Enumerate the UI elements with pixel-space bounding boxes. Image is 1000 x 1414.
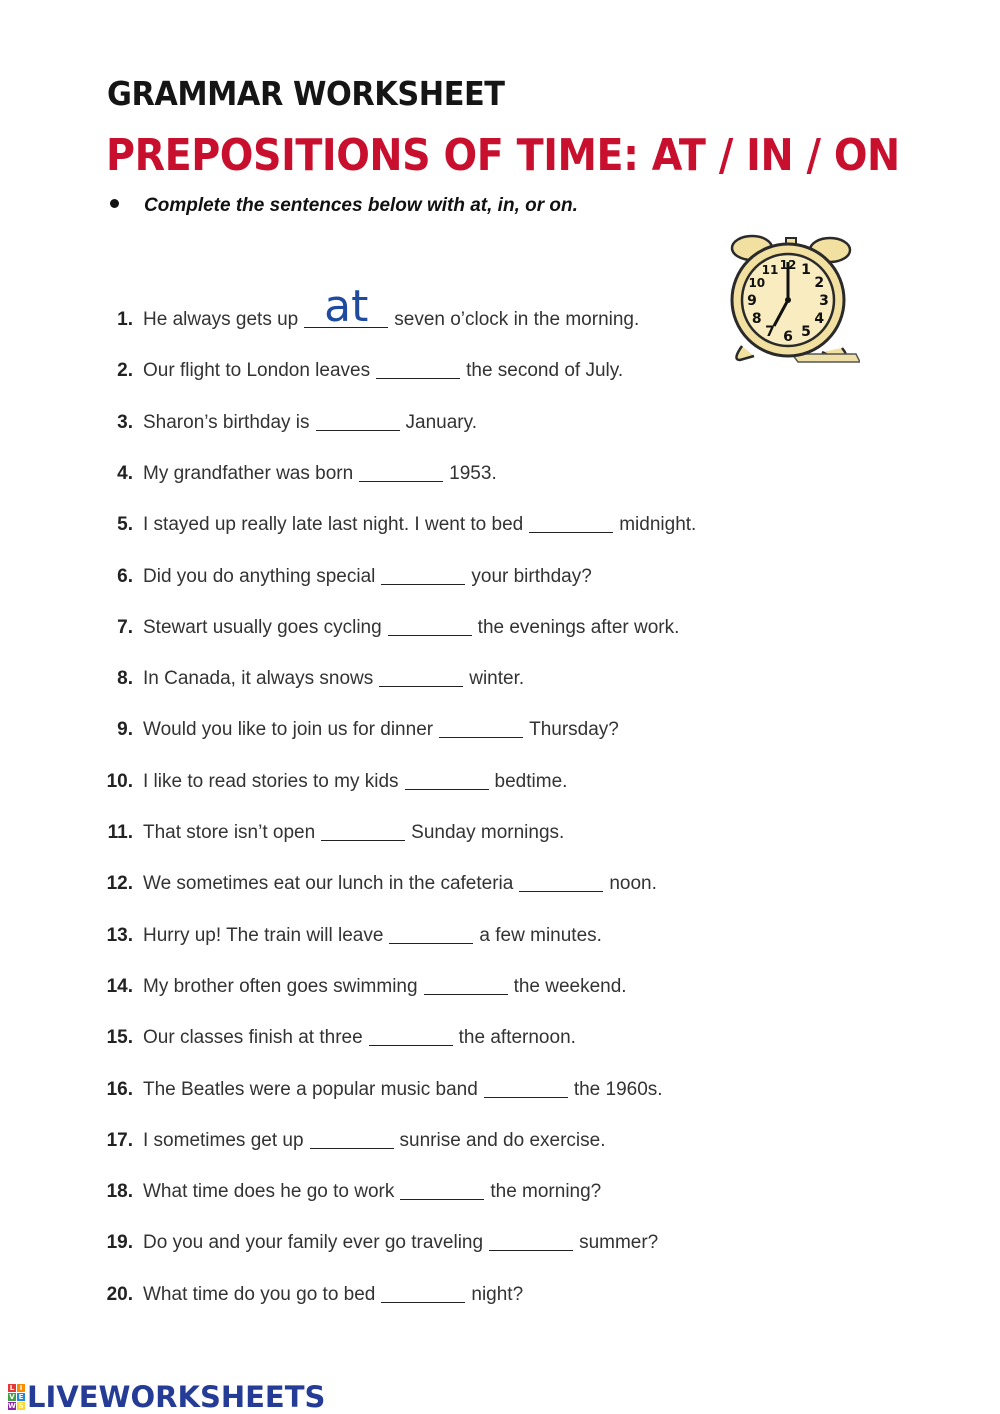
clock-numeral: 12 xyxy=(779,258,797,272)
question-text-after: Thursday? xyxy=(529,719,619,741)
instruction-text: Complete the sentences below with at, in, or on. xyxy=(144,195,578,216)
question-text-before: The Beatles were a popular music band xyxy=(143,1078,478,1100)
question-text-after: Sunday mornings. xyxy=(411,822,565,843)
question-row xyxy=(0,1112,605,1152)
clock-numeral: 8 xyxy=(751,311,762,327)
clock-numeral: 6 xyxy=(783,329,793,345)
question-number: 2. xyxy=(117,360,133,382)
question-text-before: My brother often goes swimming xyxy=(143,975,418,997)
question-number: 12. xyxy=(106,873,133,895)
question-text-after: bedtime. xyxy=(494,770,568,792)
question-number: 4. xyxy=(117,462,133,484)
question-text-after: sunrise and do exercise. xyxy=(399,1129,606,1151)
instruction xyxy=(110,195,578,217)
answer-blank[interactable] xyxy=(400,1195,484,1200)
question-text-before: Our flight to London leaves xyxy=(143,360,371,382)
question-row xyxy=(0,394,477,434)
answer-text: at xyxy=(324,281,369,332)
clock-numeral: 7 xyxy=(765,324,775,341)
question-row xyxy=(0,701,619,741)
question-text-after: January. xyxy=(405,411,477,433)
question-text-before: I sometimes get up xyxy=(143,1129,304,1151)
answer-blank[interactable] xyxy=(379,682,463,687)
question-text-before: Hurry up! The train will leave xyxy=(143,924,384,946)
question-text-before: I like to read stories to my kids xyxy=(143,770,399,792)
question-text-after: summer? xyxy=(579,1232,659,1254)
question-row xyxy=(0,342,623,382)
question-row xyxy=(0,1061,663,1101)
question-text-after: seven o’clock in the morning. xyxy=(394,309,640,330)
question-text-after: the evenings after work. xyxy=(477,616,680,638)
clock-numeral: 10 xyxy=(748,276,766,290)
answer-blank[interactable] xyxy=(381,580,465,585)
question-row xyxy=(0,445,497,485)
answer-blank[interactable] xyxy=(484,1093,568,1098)
answer-blank[interactable] xyxy=(369,1041,453,1046)
question-text-before: Sharon’s birthday is xyxy=(143,411,310,433)
liveworksheets-logo-icon xyxy=(8,1384,25,1410)
worksheet-title: GRAMMAR WORKSHEET xyxy=(107,74,505,113)
question-number: 18. xyxy=(106,1181,133,1203)
question-number: 1. xyxy=(117,309,133,330)
question-number: 15. xyxy=(106,1027,133,1049)
question-row xyxy=(0,1214,658,1254)
question-text-before: I stayed up really late last night. I went to bed xyxy=(143,514,524,536)
answer-blank[interactable] xyxy=(519,887,603,892)
logo-tile: L xyxy=(9,1384,15,1392)
question-number: 11. xyxy=(107,822,133,843)
answer-blank[interactable] xyxy=(424,990,508,995)
question-number: 13. xyxy=(106,924,133,946)
question-text-after: midnight. xyxy=(619,514,697,536)
question-row xyxy=(0,1009,576,1049)
answer-blank[interactable] xyxy=(376,374,460,379)
question-number: 17. xyxy=(106,1129,133,1151)
answer-blank[interactable] xyxy=(316,426,400,431)
logo-tile: I xyxy=(17,1384,25,1392)
logo-tile: V xyxy=(9,1393,15,1401)
clock-numeral: 11 xyxy=(761,262,779,277)
clock-numeral: 2 xyxy=(814,275,825,291)
question-row xyxy=(0,548,592,588)
question-text-before: He always gets up xyxy=(143,309,299,330)
question-number: 9. xyxy=(117,719,133,741)
answer-blank[interactable] xyxy=(389,939,473,944)
logo-tile: E xyxy=(18,1393,24,1401)
question-row xyxy=(0,804,564,844)
question-text-after: the 1960s. xyxy=(573,1078,663,1100)
question-text-before: We sometimes eat our lunch in the cafeteria xyxy=(143,873,514,895)
question-text-after: noon. xyxy=(609,873,657,895)
clock-numeral: 9 xyxy=(747,293,757,309)
question-row xyxy=(0,753,567,793)
question-text-after: the weekend. xyxy=(513,975,627,997)
question-row xyxy=(0,1163,601,1203)
question-row xyxy=(0,599,679,639)
answer-blank[interactable] xyxy=(489,1246,573,1251)
question-text-after: the morning? xyxy=(490,1181,602,1203)
question-row xyxy=(0,1266,523,1306)
answer-blank[interactable] xyxy=(304,281,388,332)
question-text-after: night? xyxy=(471,1283,524,1305)
answer-blank[interactable] xyxy=(310,1144,394,1149)
question-number: 6. xyxy=(117,565,133,587)
clock-numeral: 3 xyxy=(819,293,829,309)
logo-tile: W xyxy=(8,1402,16,1410)
worksheet-subtitle: PREPOSITIONS OF TIME: AT / IN / ON xyxy=(106,130,900,181)
question-text-before: What time does he go to work xyxy=(143,1181,395,1203)
question-number: 3. xyxy=(117,411,133,433)
question-text-before: Our classes finish at three xyxy=(143,1027,363,1049)
answer-blank[interactable] xyxy=(439,733,523,738)
question-number: 7. xyxy=(117,616,133,638)
question-text-after: 1953. xyxy=(449,462,497,484)
question-text-after: the afternoon. xyxy=(458,1027,576,1049)
question-text-before: Do you and your family ever go traveling xyxy=(143,1232,484,1254)
answer-blank[interactable] xyxy=(381,1298,465,1303)
answer-blank[interactable] xyxy=(388,631,472,636)
alarm-clock-icon xyxy=(722,234,860,364)
question-text-after: a few minutes. xyxy=(479,924,602,946)
question-number: 8. xyxy=(117,668,133,690)
bullet-icon xyxy=(110,199,119,208)
question-text-after: winter. xyxy=(469,668,525,690)
question-number: 14. xyxy=(106,975,133,997)
liveworksheets-brand xyxy=(8,1380,325,1414)
question-text-before: Did you do anything special xyxy=(143,565,376,587)
clock-numeral: 5 xyxy=(801,324,811,341)
question-row xyxy=(0,496,696,536)
question-text-before: Would you like to join us for dinner xyxy=(143,719,434,741)
question-row xyxy=(0,650,524,690)
question-row xyxy=(0,907,602,947)
question-number: 20. xyxy=(106,1283,133,1305)
question-text-before: What time do you go to bed xyxy=(143,1283,376,1305)
question-number: 5. xyxy=(117,514,133,536)
question-number: 19. xyxy=(106,1232,133,1254)
logo-tile: S xyxy=(18,1402,24,1410)
clock-numeral: 1 xyxy=(801,261,811,278)
question-text-before: My grandfather was born xyxy=(143,462,354,484)
question-text-before: Stewart usually goes cycling xyxy=(143,616,382,638)
question-row xyxy=(0,855,657,895)
question-row xyxy=(0,958,627,998)
question-row xyxy=(0,281,640,332)
question-text-before: That store isn’t open xyxy=(143,822,316,843)
answer-blank[interactable] xyxy=(321,836,405,841)
answer-blank[interactable] xyxy=(405,785,489,790)
answer-blank[interactable] xyxy=(359,477,443,482)
brand-name: LIVEWORKSHEETS xyxy=(27,1380,326,1414)
question-number: 16. xyxy=(106,1078,133,1100)
question-number: 10. xyxy=(106,770,133,792)
clock-numeral: 4 xyxy=(814,311,825,327)
question-text-before: In Canada, it always snows xyxy=(143,668,374,690)
answer-blank[interactable] xyxy=(529,528,613,533)
question-text-after: your birthday? xyxy=(471,565,592,587)
question-text-after: the second of July. xyxy=(466,360,624,382)
